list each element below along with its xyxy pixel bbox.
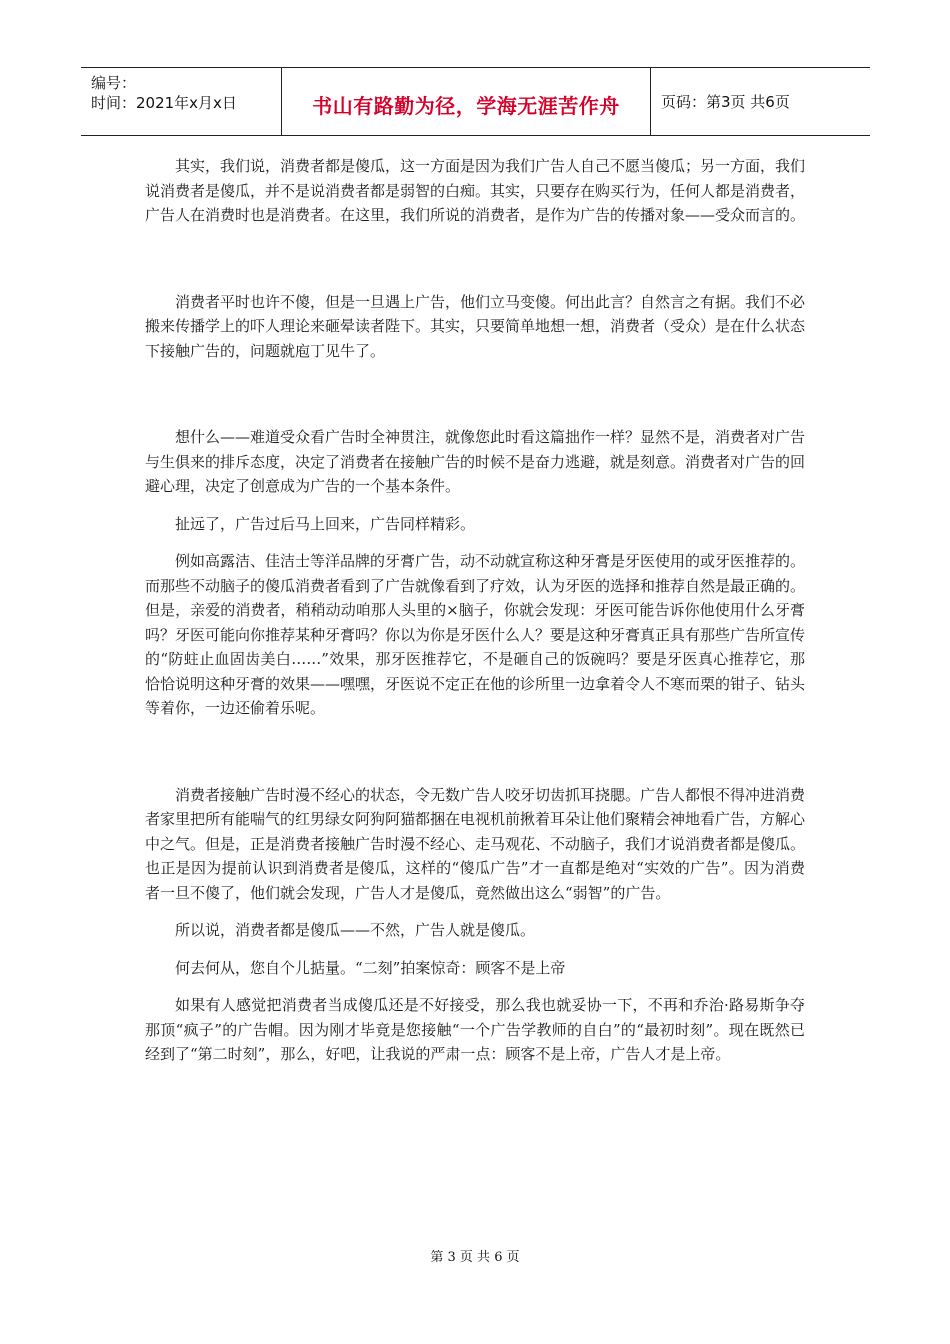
paragraph: 消费者平时也许不傻，但是一旦遇上广告，他们立马变傻。何出此言？自然言之有据。我们不必搬来传播学上的吓人理论来砸晕读者陛下。其实，只要简单地想一想，消费者（受众）是在什么状态下接触广告的，问题就庖丁见牛了。 — [145, 292, 806, 360]
header-page-cell — [651, 68, 870, 135]
page-footer: 第 3 页 共 6 页 — [430, 1250, 520, 1265]
paragraph: 其实，我们说，消费者都是傻瓜，这一方面是因为我们广告人自己不愿当傻瓜；另一方面，我们说消费者是傻瓜，并不是说消费者都是弱智的白痴。其实，只要存在购买行为，任何人都是消费者，广告人在消费时也是消费者。在这里，我们所说的消费者，是作为广告的传播对象——受众而言的。 — [145, 157, 806, 224]
paragraph: 例如高露洁、佳洁士等洋品牌的牙膏广告，动不动就宣称这种牙膏是牙医使用的或牙医推荐的。而那些不动脑子的傻瓜消费者看到了广告就像看到了疗效，认为牙医的选择和推荐自然是最正确的。但是，亲爱的消费者，稍稍动动咱那人头里的×脑子，你就会发现：牙医可能告诉你他使用什么牙膏吗？牙医可能向你推荐某种牙膏吗？你以为你是牙医什么人？要是这种牙膏真正具有那些广告所宣传的“防蛀止血固齿美白……”效果，那牙医推荐它，不是砸自己的饭碗吗？要是牙医真心推荐它，那恰恰说明这种牙膏的效果——嘿嘿，牙医说不定正在他的诊所里一边拿着令人不寒而栗的钳子、钻头等着你，一边还偷着乐呢。 — [145, 552, 806, 717]
header-meta-cell — [81, 68, 282, 135]
page-header — [81, 67, 870, 136]
paragraph: 扯远了，广告过后马上回来，广告同样精彩。 — [175, 514, 476, 533]
document-number-label: 编号： — [91, 74, 137, 92]
document-time-label: 时间：2021年x月x日 — [91, 94, 237, 112]
paragraph: 何去何从，您自个儿掂量。“二刻”拍案惊奇：顾客不是上帝 — [175, 958, 566, 977]
paragraph: 如果有人感觉把消费者当成傻瓜还是不好接受，那么我也就妥协一下，不再和乔治·路易斯争夺那顶“疯子”的广告帽。因为刚才毕竟是您接触“一个广告学教师的自白”的“最初时刻”。现在既然已经到了“第二时刻”，那么，好吧，让我说的严肃一点：顾客不是上帝，广告人才是上帝。 — [145, 996, 805, 1063]
paragraph: 消费者接触广告时漫不经心的状态，令无数广告人咬牙切齿抓耳挠腮。广告人都恨不得冲进消费者家里把所有能喘气的红男绿女阿狗阿猫都捆在电视机前揪着耳朵让他们聚精会神地看广告，方解心中之气。但是，正是消费者接触广告时漫不经心、走马观花、不动脑子，我们才说消费者都是傻瓜。也正是因为提前认识到消费者是傻瓜，这样的“傻瓜广告”才一直都是绝对“实效的广告”。因为消费者一旦不傻了，他们就会发现，广告人才是傻瓜，竟然做出这么“弱智”的广告。 — [145, 785, 806, 902]
paragraph: 想什么——难道受众看广告时全神贯注，就像您此时看这篇拙作一样？显然不是，消费者对广告与生俱来的排斥态度，决定了消费者在接触广告的时候不是奋力逃避，就是刻意。消费者对广告的回避心理，决定了创意成为广告的一个基本条件。 — [145, 428, 806, 495]
header-motto: 书山有路勤为径，学海无涯苦作舟 — [312, 94, 620, 118]
header-motto-cell — [282, 68, 651, 135]
document-body — [145, 154, 805, 1067]
paragraph: 所以说，消费者都是傻瓜——不然，广告人就是傻瓜。 — [175, 921, 536, 939]
header-page-info: 页码：第3页 共6页 — [661, 93, 790, 111]
